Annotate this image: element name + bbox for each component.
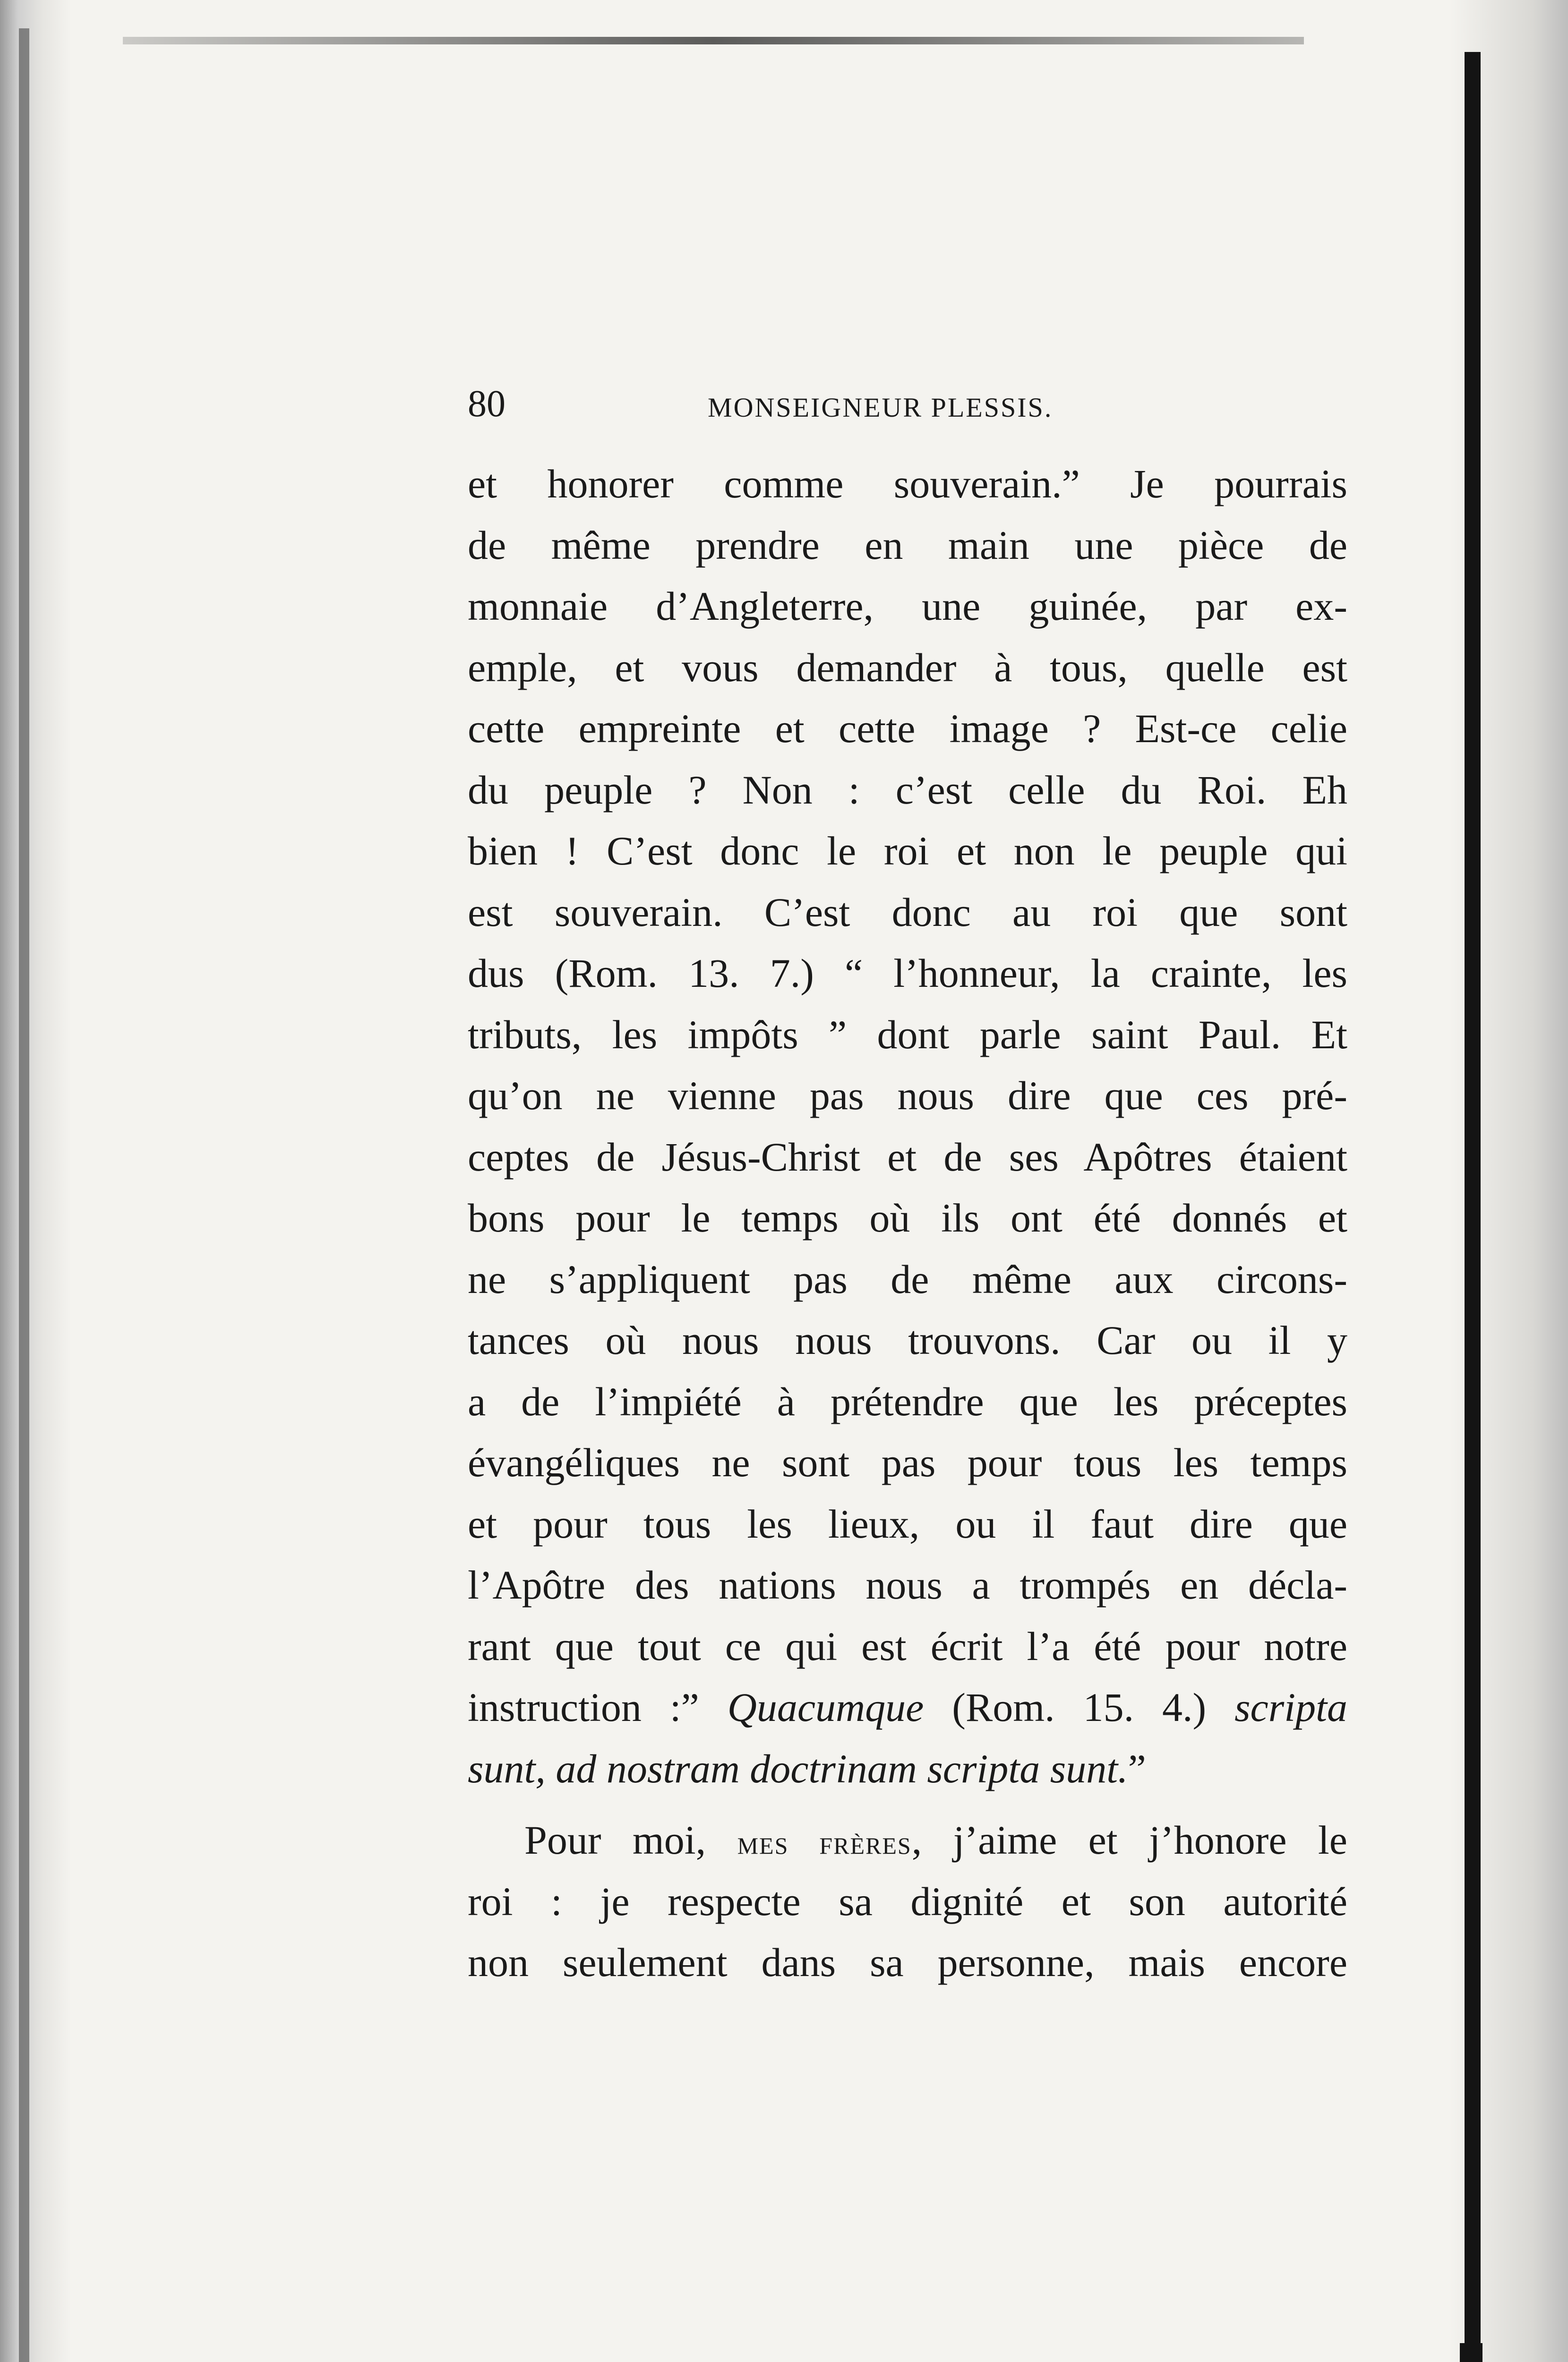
text-line — [468, 1677, 1347, 1738]
text-run: instruction :” — [468, 1685, 728, 1730]
book-page — [468, 373, 1347, 1994]
running-title: MONSEIGNEUR PLESSIS. — [708, 392, 1053, 423]
text-line: roi : je respecte sa dignité et son autorité — [468, 1878, 1347, 1924]
text-line: de même prendre en main une pièce de — [468, 522, 1347, 568]
latin-quote-word: scripta — [1234, 1685, 1347, 1730]
small-caps-address: mes frères — [737, 1823, 912, 1861]
body-text — [468, 454, 1347, 1994]
text-line: est souverain. C’est donc au roi que sont — [468, 889, 1347, 935]
latin-quote: sunt, ad nostram doctrinam scripta sunt. — [468, 1746, 1128, 1791]
text-line: rant que tout ce qui est écrit l’a été pour notre — [468, 1623, 1347, 1669]
text-line: ceptes de Jésus-Christ et de ses Apôtres étaient — [468, 1134, 1347, 1180]
text-line: et honorer comme souverain.” Je pourrais — [468, 461, 1347, 506]
text-line — [468, 1738, 1347, 1800]
text-line: évangéliques ne sont pas pour tous les temps — [468, 1440, 1347, 1485]
text-line: non seulement dans sa personne, mais encore — [468, 1940, 1347, 1985]
text-line: emple, et vous demander à tous, quelle est — [468, 644, 1347, 690]
scripture-reference: (Rom. 15. 4.) — [924, 1685, 1235, 1730]
scan-edge-left — [0, 0, 71, 2362]
paragraph — [468, 454, 1347, 1799]
text-line: l’Apôtre des nations nous a trompés en décla- — [468, 1562, 1347, 1608]
running-head — [468, 373, 1347, 435]
text-line: bons pour le temps où ils ont été donnés et — [468, 1195, 1347, 1241]
paragraph-gap — [468, 1799, 1347, 1810]
text-run: Pour moi, — [524, 1817, 737, 1863]
scan-page-edge-bar — [1465, 52, 1481, 2343]
text-line: dus (Rom. 13. 7.) “ l’honneur, la crainte, les — [468, 950, 1347, 996]
scan-binding-shadow — [19, 28, 29, 2362]
text-line: a de l’impiété à prétendre que les préceptes — [468, 1378, 1347, 1424]
text-line: tributs, les impôts ” dont parle saint Paul. Et — [468, 1011, 1347, 1057]
text-line: et pour tous les lieux, ou il faut dire que — [468, 1501, 1347, 1547]
text-line: du peuple ? Non : c’est celle du Roi. Eh — [468, 767, 1347, 813]
text-line: cette empreinte et cette image ? Est-ce celie — [468, 706, 1347, 751]
text-line: qu’on ne vienne pas nous dire que ces pré- — [468, 1073, 1347, 1118]
text-run: , j’aime et j’honore le — [911, 1817, 1347, 1863]
closing-quote: ” — [1128, 1746, 1146, 1791]
text-line — [468, 1810, 1347, 1871]
page-number: 80 — [468, 383, 506, 425]
scan-page-edge-tab — [1460, 2343, 1482, 2362]
text-line: bien ! C’est donc le roi et non le peuple qui — [468, 828, 1347, 873]
text-line: tances où nous nous trouvons. Car ou il y — [468, 1318, 1347, 1363]
text-line: monnaie d’Angleterre, une guinée, par ex- — [468, 583, 1347, 629]
paragraph — [468, 1810, 1347, 1994]
latin-quote-word: Quacumque — [727, 1685, 924, 1730]
scan-edge-top — [123, 37, 1304, 44]
text-line: ne s’appliquent pas de même aux circons- — [468, 1256, 1347, 1302]
